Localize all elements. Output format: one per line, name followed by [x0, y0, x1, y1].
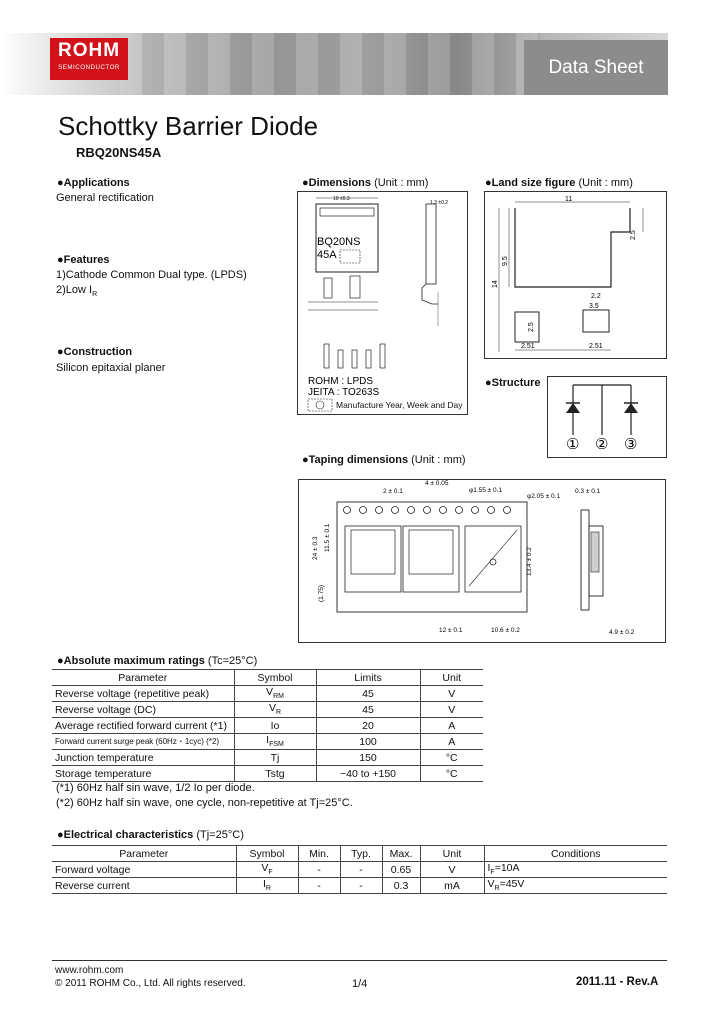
unit-cell: A — [420, 718, 483, 734]
elec-header-row — [52, 846, 667, 862]
max-cell: 0.65 — [382, 862, 420, 878]
unit-cell: V — [420, 702, 483, 718]
conditions-cell: $I_F=10A$ — [484, 862, 667, 878]
limit-cell: 100 — [316, 734, 420, 750]
dimensions-heading: ●Dimensions (Unit : mm) — [302, 177, 429, 189]
table-row — [52, 862, 667, 878]
limit-cell: 45 — [316, 702, 420, 718]
package-drawing — [298, 192, 467, 414]
header-pattern — [120, 33, 540, 95]
unit-cell: °C — [420, 766, 483, 782]
symbol-cell: $V_F$ — [236, 862, 298, 878]
svg-text:1.3 ±0.2: 1.3 ±0.2 — [430, 200, 449, 206]
col-header: Typ. — [340, 846, 382, 862]
svg-text:ROHM : LPDS: ROHM : LPDS — [308, 376, 374, 387]
table-row — [52, 878, 667, 894]
param-cell: Reverse voltage (repetitive peak) — [52, 686, 234, 702]
land-pattern-drawing — [485, 192, 666, 358]
table-row — [52, 734, 483, 750]
col-header: Min. — [298, 846, 340, 862]
taping-figure — [298, 479, 666, 643]
col-header: Symbol — [234, 670, 316, 686]
taping-drawing — [299, 480, 665, 642]
param-cell: Average rectified forward current (*1) — [52, 718, 234, 734]
page-number: 1/4 — [352, 978, 368, 990]
min-cell: - — [298, 862, 340, 878]
dimensions-figure — [297, 191, 468, 415]
construction-heading: ●Construction — [57, 346, 133, 358]
footer-copyright: © 2011 ROHM Co., Ltd. All rights reserved. — [55, 978, 246, 989]
symbol-cell: Io — [234, 718, 316, 734]
part-number: RBQ20NS45A — [76, 145, 162, 160]
svg-text:φ1.55 ± 0.1: φ1.55 ± 0.1 — [469, 487, 503, 494]
land-size-heading: ●Land size figure (Unit : mm) — [485, 177, 633, 189]
param-cell: Forward current surge peak (60Hz・1cyc) (*2) — [52, 734, 234, 750]
symbol-cell: $I_R$ — [236, 878, 298, 894]
symbol-cell: Tj — [234, 750, 316, 766]
conditions-cell: $V_R=45V$ — [484, 878, 667, 894]
svg-text:2.51: 2.51 — [521, 343, 535, 350]
applications-heading: ●Applications — [57, 177, 130, 189]
unit-cell: A — [420, 734, 483, 750]
svg-text:9.5: 9.5 — [502, 256, 509, 266]
param-cell: Reverse voltage (DC) — [52, 702, 234, 718]
elec-heading: ●Electrical characteristics (Tj=25°C) — [57, 829, 244, 841]
col-header: Unit — [420, 670, 483, 686]
svg-text:2.2: 2.2 — [591, 293, 601, 300]
typ-cell: - — [340, 862, 382, 878]
col-header: Parameter — [52, 670, 234, 686]
unit-cell: °C — [420, 750, 483, 766]
symbol-cell: Tstg — [234, 766, 316, 782]
abs-max-heading: ●Absolute maximum ratings (Tc=25°C) — [57, 655, 258, 667]
table-row — [52, 718, 483, 734]
features-line-2: 2)Low $I_R$ — [56, 284, 98, 299]
svg-text:2.5: 2.5 — [528, 322, 535, 332]
footer-rule — [52, 960, 667, 961]
abs-max-table — [52, 669, 483, 782]
construction-text: Silicon epitaxial planer — [56, 362, 166, 374]
svg-text:10 ±0.3: 10 ±0.3 — [333, 196, 350, 202]
svg-text:4.9 ± 0.2: 4.9 ± 0.2 — [609, 629, 635, 636]
dimensions-legend: Manufacture Year, Week and Day — [336, 400, 463, 410]
footer-url[interactable]: www.rohm.com — [55, 965, 124, 976]
col-header: Max. — [382, 846, 420, 862]
param-cell: Storage temperature — [52, 766, 234, 782]
svg-text:11.5 ± 0.1: 11.5 ± 0.1 — [324, 523, 331, 552]
svg-text:JEITA : TO263S: JEITA : TO263S — [308, 387, 380, 398]
svg-text:10.6 ± 0.2: 10.6 ± 0.2 — [491, 627, 520, 634]
abs-max-header-row — [52, 670, 483, 686]
features-line-1: 1)Cathode Common Dual type. (LPDS) — [56, 269, 247, 281]
symbol-cell: $V_{RM}$ — [234, 686, 316, 702]
table-row — [52, 702, 483, 718]
svg-text:(1.75): (1.75) — [318, 585, 325, 602]
table-row — [52, 686, 483, 702]
rohm-logo: ROHM SEMICONDUCTOR — [50, 38, 128, 80]
elec-table — [52, 845, 667, 894]
structure-figure — [547, 376, 667, 458]
svg-text:2 ± 0.1: 2 ± 0.1 — [383, 488, 403, 495]
structure-heading: ●Structure — [485, 377, 541, 389]
svg-text:11: 11 — [565, 196, 573, 203]
col-header: Parameter — [52, 846, 236, 862]
svg-text:4 ± 0.05: 4 ± 0.05 — [425, 480, 449, 487]
svg-text:2.51: 2.51 — [589, 343, 603, 350]
svg-text:2.5: 2.5 — [630, 230, 637, 240]
svg-text:②: ② — [595, 436, 609, 453]
unit-cell: mA — [420, 878, 484, 894]
symbol-cell: $I_{FSM}$ — [234, 734, 316, 750]
typ-cell: - — [340, 878, 382, 894]
table-row — [52, 750, 483, 766]
svg-text:13.4 ± 0.2: 13.4 ± 0.2 — [526, 547, 533, 576]
limit-cell: 150 — [316, 750, 420, 766]
unit-cell: V — [420, 686, 483, 702]
col-header: Limits — [316, 670, 420, 686]
limit-cell: −40 to +150 — [316, 766, 420, 782]
limit-cell: 45 — [316, 686, 420, 702]
svg-text:①: ① — [566, 436, 580, 453]
param-cell: Forward voltage — [52, 862, 236, 878]
diode-schematic — [548, 377, 666, 457]
limit-cell: 20 — [316, 718, 420, 734]
col-header: Symbol — [236, 846, 298, 862]
svg-text:0.3 ± 0.1: 0.3 ± 0.1 — [575, 488, 601, 495]
applications-text: General rectification — [56, 192, 154, 204]
symbol-cell: $V_R$ — [234, 702, 316, 718]
doc-type-label: Data Sheet — [524, 40, 668, 95]
svg-text:12 ± 0.1: 12 ± 0.1 — [439, 627, 463, 634]
svg-text:③: ③ — [624, 436, 638, 453]
land-size-figure — [484, 191, 667, 359]
abs-max-note-1: (*1) 60Hz half sin wave, 1/2 Io per diode. — [56, 782, 255, 794]
max-cell: 0.3 — [382, 878, 420, 894]
svg-text:24 ± 0.3: 24 ± 0.3 — [312, 536, 319, 560]
min-cell: - — [298, 878, 340, 894]
param-cell: Junction temperature — [52, 750, 234, 766]
svg-text:3.5: 3.5 — [589, 303, 599, 310]
param-cell: Reverse current — [52, 878, 236, 894]
unit-cell: V — [420, 862, 484, 878]
table-row — [52, 766, 483, 782]
svg-text:14: 14 — [492, 280, 499, 288]
svg-text:BQ20NS: BQ20NS — [317, 236, 361, 248]
revision: 2011.11 - Rev.A — [576, 976, 659, 988]
svg-text:φ2.05 ± 0.1: φ2.05 ± 0.1 — [527, 493, 561, 500]
abs-max-note-2: (*2) 60Hz half sin wave, one cycle, non-repetitive at Tj=25°C. — [56, 797, 353, 809]
taping-heading: ●Taping dimensions (Unit : mm) — [302, 454, 466, 466]
svg-text:45A: 45A — [317, 249, 337, 261]
page-title: Schottky Barrier Diode — [58, 111, 319, 141]
col-header: Unit — [420, 846, 484, 862]
features-heading: ●Features — [57, 254, 110, 266]
col-header: Conditions — [484, 846, 667, 862]
